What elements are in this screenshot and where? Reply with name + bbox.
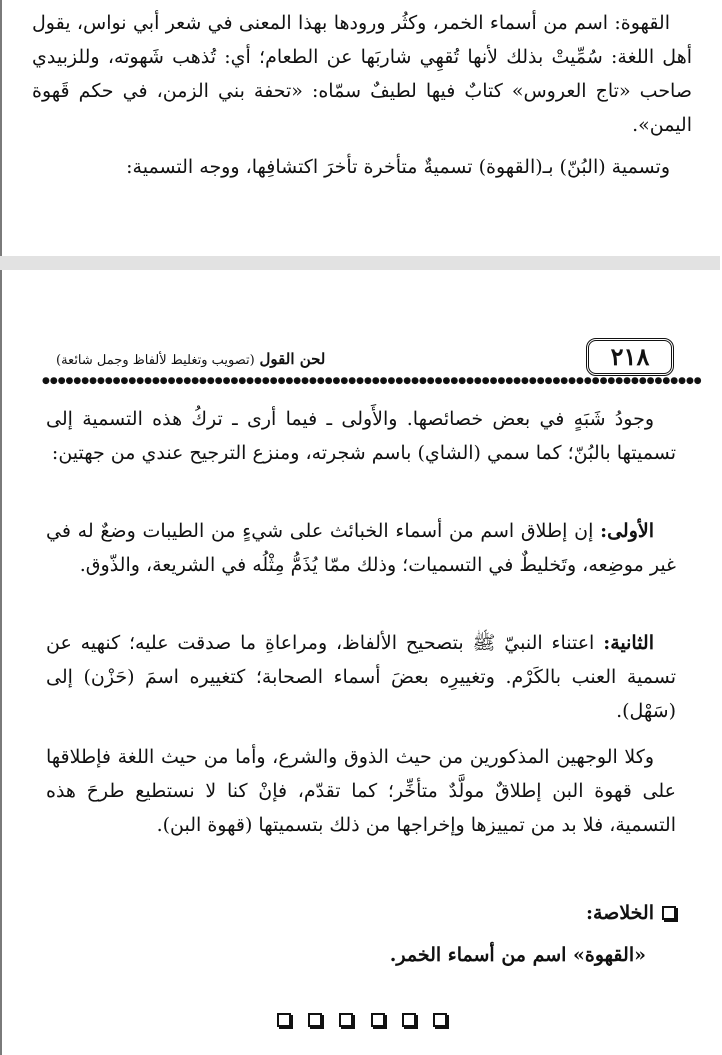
square-ornament-icon xyxy=(308,1013,322,1027)
end-of-section-marks xyxy=(2,1012,722,1031)
previous-page-paragraph-1 xyxy=(32,6,692,142)
body-paragraph-1 xyxy=(46,402,676,470)
point-label-first: الأولى: xyxy=(600,520,654,542)
square-ornament-icon xyxy=(402,1013,416,1027)
body-paragraph-2 xyxy=(46,514,676,582)
square-ornament-icon xyxy=(277,1013,291,1027)
page-header xyxy=(50,338,674,378)
book-subtitle: (تصويب وتغليط لألفاظ وجمل شائعة) xyxy=(56,353,255,368)
paragraph-text: القهوة: اسم من أسماء الخمر، وكثُر ورودها بهذا المعنى في شعر أبي نواس، يقول أهل اللغة: سُمِّيتْ بذلك لأنها تُقهِي شاربَها عن الطعام؛ أي: تُذهب شَهوته، وللزبيدي صاحب «تاج العروس» كتابٌ فيها لطيفٌ سمّاه: «تحفة بني الزمن، في حكم قَهوة اليمن». xyxy=(32,12,692,136)
previous-page xyxy=(0,0,720,256)
body-paragraph-3 xyxy=(46,626,676,728)
book-title: لحن القول xyxy=(259,350,326,368)
summary-heading xyxy=(586,902,676,924)
square-ornament-icon xyxy=(339,1013,353,1027)
square-ornament-icon xyxy=(371,1013,385,1027)
paragraph-text: وجودُ شَبَهٍ في بعض خصائصها. والأَولى ـ فيما أرى ـ تركُ هذه التسمية إلى تسميتها بالبُنّ؛ كما سمي (الشاي) باسم شجرته، ومنزع الترجيح عندي من جهتين: xyxy=(46,408,676,464)
paragraph-text: وتسمية (البُنّ) بـ(القهوة) تسميةٌ متأخرة تأخرَ اكتشافِها، ووجه التسمية: xyxy=(126,156,670,178)
current-page xyxy=(0,270,720,1055)
previous-page-paragraph-2 xyxy=(32,150,692,184)
page-number: ٢١٨ xyxy=(586,338,674,376)
page-separator xyxy=(0,256,720,270)
square-ornament-icon xyxy=(433,1013,447,1027)
summary-text: «القهوة» اسم من أسماء الخمر. xyxy=(389,944,646,966)
paragraph-text: إن إطلاق اسم من أسماء الخبائث على شيءٍ من الطيبات وضعٌ له في غير موضِعه، وتَخليطٌ في التسميات؛ وذلك ممّا يُذَمُّ مِثْلُه في الشريعة، والذّوق. xyxy=(46,520,676,576)
point-label-second: الثانية: xyxy=(603,632,654,654)
body-paragraph-4 xyxy=(46,740,676,842)
square-bullet-icon xyxy=(662,906,676,920)
header-dots-divider: ●●●●●●●●●●●●●●●●●●●●●●●●●●●●●●●●●●●●●●●●●●●●●●●●●●●●●●●●●●●●●●●●●●●●●●●●●●●●●●●●●●●● xyxy=(42,376,702,386)
running-title xyxy=(56,350,325,368)
summary-title: الخلاصة: xyxy=(585,902,654,924)
paragraph-text: اعتناء النبيّ ﷺ بتصحيح الألفاظ، ومراعاةِ ما صدقت عليه؛ كنهيه عن تسمية العنب بالكَرْم. وتغييرِه بعضَ أسماء الصحابة؛ كتغييره اسمَ (حَزْن) إلى (سَهْل). xyxy=(46,632,676,722)
paragraph-text: وكلا الوجهين المذكورين من حيث الذوق والشرع، وأما من حيث اللغة فإطلاقها على قهوة البن إطلاقٌ مولَّدٌ متأخِّر؛ كما تقدّم، فإنْ كنا لا نستطيع طرحَ هذه التسمية، فلا بد من تمييزها وإخراجها من ذلك بتسميتها (قهوة البن). xyxy=(46,746,676,836)
